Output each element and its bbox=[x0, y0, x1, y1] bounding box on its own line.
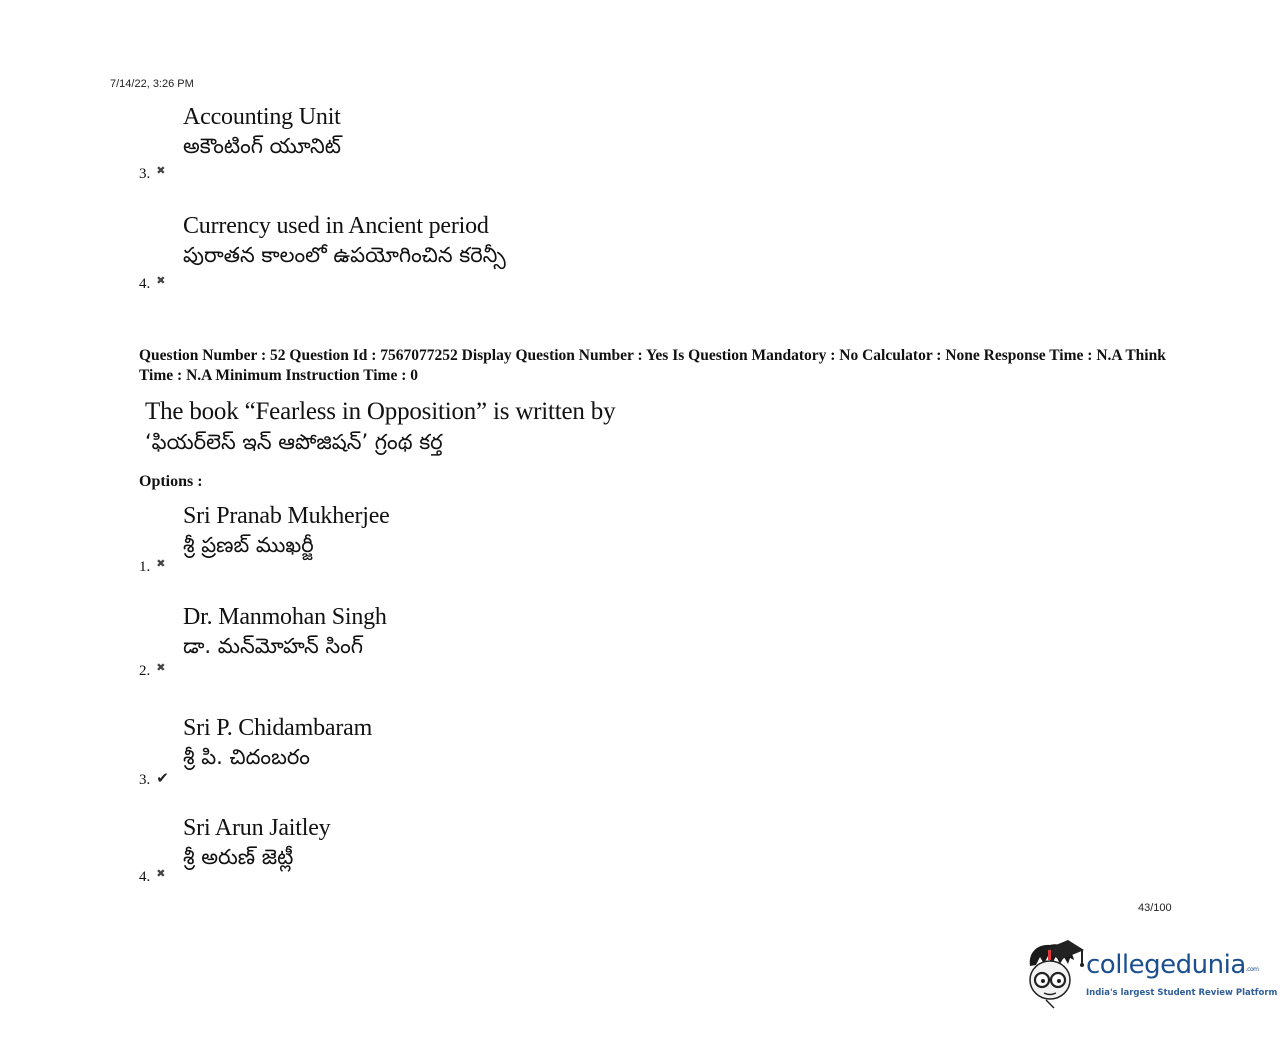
option-english-text: Sri Pranab Mukherjee bbox=[183, 503, 390, 529]
option-english-text: Sri P. Chidambaram bbox=[183, 715, 373, 741]
question-meta: Question Number : 52 Question Id : 7567077252 Display Question Number : Yes Is Question Mandatory : No Calculator : None Response Time : N.A Think Time : N.A Minimum Instruction Time : 0 bbox=[139, 347, 1166, 384]
option-english-text: Accounting Unit bbox=[183, 104, 341, 130]
timestamp: 7/14/22, 3:26 PM bbox=[110, 78, 194, 90]
option-number: 4. bbox=[139, 276, 151, 292]
option-number: 3. bbox=[139, 166, 151, 182]
question-body bbox=[145, 398, 615, 460]
option-telugu-text: శ్రీ అరుణ్ జెట్లీ bbox=[183, 845, 294, 869]
prev-option-4 bbox=[139, 213, 839, 293]
option-3 bbox=[139, 715, 839, 795]
cross-icon: ✖ bbox=[156, 557, 166, 570]
mascot-icon bbox=[1024, 938, 1086, 1013]
option-telugu-text: శ్రీ ప్రణబ్ ముఖర్జీ bbox=[183, 533, 314, 557]
page-number: 43/100 bbox=[1138, 902, 1172, 914]
option-2 bbox=[139, 604, 839, 684]
collegedunia-logo bbox=[1024, 938, 1278, 1013]
option-number: 1. bbox=[139, 559, 151, 575]
option-english-text: Dr. Manmohan Singh bbox=[183, 604, 387, 630]
cross-icon: ✖ bbox=[156, 274, 166, 287]
option-number: 3. bbox=[139, 772, 151, 788]
option-4 bbox=[139, 815, 839, 895]
cross-icon: ✖ bbox=[156, 164, 166, 177]
question-english-text: The book “Fearless in Opposition” is written by bbox=[145, 398, 616, 425]
option-number: 4. bbox=[139, 869, 151, 885]
option-telugu-text: డా. మన్‌మోహన్ సింగ్ bbox=[183, 634, 364, 658]
cross-icon: ✖ bbox=[156, 661, 166, 674]
brand-tagline: India's largest Student Review Platform bbox=[1086, 988, 1278, 998]
option-english-text: Sri Arun Jaitley bbox=[183, 815, 331, 841]
options-label: Options : bbox=[139, 473, 203, 490]
prev-option-3 bbox=[139, 104, 839, 184]
option-1 bbox=[139, 503, 839, 583]
brand-domain-suffix: .com bbox=[1245, 966, 1259, 973]
brand-name: collegedunia bbox=[1086, 950, 1246, 980]
cross-icon: ✖ bbox=[156, 867, 166, 880]
option-telugu-text: శ్రీ పి. చిదంబరం bbox=[183, 745, 310, 769]
question-telugu-text: ‘ఫియర్‌లెస్ ఇన్ ఆపోజిషన్’ గ్రంథ కర్త bbox=[145, 430, 443, 454]
option-telugu-text: అకౌంటింగ్ యూనిట్ bbox=[183, 134, 342, 158]
option-number: 2. bbox=[139, 663, 151, 679]
option-telugu-text: పురాతన కాలంలో ఉపయోగించిన కరెన్సీ bbox=[183, 243, 506, 267]
checkmark-icon: ✔ bbox=[156, 769, 169, 787]
option-english-text: Currency used in Ancient period bbox=[183, 213, 489, 239]
